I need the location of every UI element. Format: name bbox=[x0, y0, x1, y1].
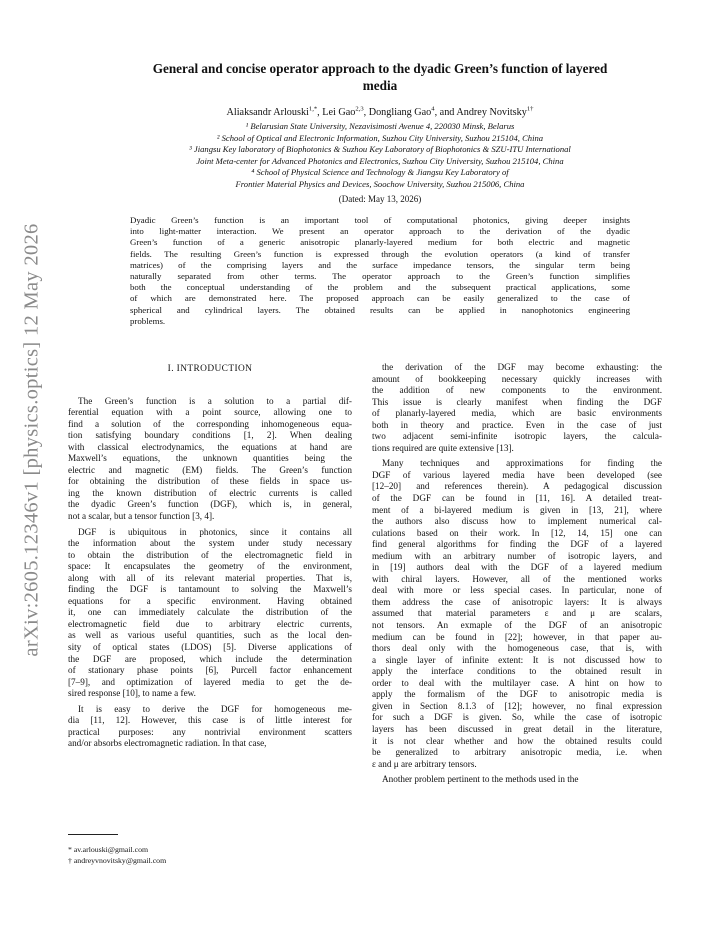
text-line: with classical electrodynamics, the equations at hand are bbox=[68, 441, 352, 452]
footnotes bbox=[68, 844, 166, 866]
text-line: tion satisfying boundary conditions [1, 2]. When dealing bbox=[68, 430, 352, 441]
text-line: deal with more or less special cases. In particular, none of bbox=[372, 585, 662, 596]
dated-line: (Dated: May 13, 2026) bbox=[338, 194, 422, 204]
text-line: The Green’s function is a solution to a partial dif- bbox=[78, 395, 352, 406]
affiliation-line: ⁴ School of Physical Science and Technology & Jiangsu Key Laboratory of bbox=[251, 167, 509, 178]
title-line: General and concise operator approach to the dyadic Green’s function of layered bbox=[152, 61, 608, 76]
text-line: find general algorithms for finding the DGF of a layered bbox=[372, 539, 662, 550]
abstract-line: matrices) of the comprising layers and the surface impedance tensors, the singular term being bbox=[130, 259, 630, 270]
text-line: for obtaining the distribution of these fields in space us- bbox=[68, 476, 352, 487]
footnote-email: † andreyvnovitsky@gmail.com bbox=[68, 856, 167, 865]
abstract-line: Green’s function of a generic anisotropic planarly-layered medium for both electric and magnetic bbox=[130, 237, 630, 248]
text-line: for such a DGF is given. So, while the case of isotropic bbox=[372, 712, 662, 723]
arxiv-identifier bbox=[12, 205, 52, 675]
text-line: find a solution of the corresponding inhomogeneous equa- bbox=[68, 418, 352, 429]
text-line: the DGF are proposed, which include the determination bbox=[68, 653, 352, 664]
text-line: practical purposes: any nontrivial environment scatters bbox=[68, 726, 352, 737]
footnote-email: * av.arlouski@gmail.com bbox=[68, 845, 149, 854]
affiliation-line: ³ Jiangsu Key laboratory of Biophotonics & Suzhou Key Laboratory of Biophotonics & SZU-ITU International bbox=[189, 144, 571, 155]
text-line: be generalized to arbitrary anisotropic media, i.e. when bbox=[372, 747, 662, 758]
text-line: tions required are quite extensive [13]. bbox=[372, 442, 514, 453]
text-line: apply the formalism of the DGF to anisotropic media is bbox=[372, 689, 662, 700]
left-column bbox=[68, 364, 352, 750]
footnote-rule bbox=[68, 834, 118, 835]
text-line: with chiral layers. However, all of the mentioned works bbox=[372, 573, 662, 584]
arxiv-identifier-text: arXiv:2605.12346v1 [physics.optics] 12 May 2026 bbox=[20, 223, 43, 657]
text-line: apply the interface conditions to the obtained result in bbox=[372, 666, 662, 677]
author-mark: 1† bbox=[526, 105, 534, 113]
text-line: space: It encapsulates the geometry of the environment, bbox=[68, 561, 352, 572]
abstract-line: problems. bbox=[130, 315, 166, 326]
text-line: to obtain the distribution of the electromagnetic field in bbox=[68, 549, 352, 560]
affiliation-line: ¹ Belarusian State University, Nezavisimosti Avenue 4, 220030 Minsk, Belarus bbox=[245, 121, 515, 131]
text-line: ing the known distribution of electric currents is called bbox=[68, 487, 352, 498]
text-line: Maxwell’s equations, the unknown quantities being the bbox=[68, 453, 352, 464]
text-line: not tensors. An exmaple of the DGF of an anisotropic bbox=[372, 620, 662, 631]
text-line: the addition of new components to the environment. bbox=[372, 385, 662, 396]
text-line: given in Section 8.1.3 of [12]; however, no final expression bbox=[372, 700, 662, 711]
text-line: Many techniques and approximations for finding the bbox=[382, 458, 662, 469]
text-line: of the DGF can be found in [11, 16]. A detailed treat- bbox=[372, 493, 662, 504]
affiliations bbox=[60, 121, 700, 191]
title-line: media bbox=[362, 78, 398, 93]
text-line: not a scalar, but a tensor function [3, 4]. bbox=[68, 511, 215, 522]
abstract-line: fields. The resulting Green’s function is expressed through the evolution operators (a kind of transfer bbox=[130, 248, 630, 259]
text-line: as well as various useful quantities, such as the local den- bbox=[68, 630, 352, 641]
text-line: electric and magnetic (EM) fields. The Green’s function bbox=[68, 464, 352, 475]
text-line: DGF of various layered media have been developed (see bbox=[372, 469, 662, 480]
author-name: Aliaksandr Arlouski bbox=[226, 107, 309, 118]
text-line: medium with an arbitrary number of isotropic layers, and bbox=[372, 550, 662, 561]
text-line: electromagnetic field due to arbitrary electric currents, bbox=[68, 618, 352, 629]
text-line: medium can be found in [22]; however, in that paper au- bbox=[372, 631, 662, 642]
text-line: the authors also discuss how to implement numerical cal- bbox=[372, 516, 662, 527]
text-line: DGF is ubiquitous in photonics, since it contains all bbox=[78, 526, 352, 537]
text-line: sired response [10], to name a few. bbox=[68, 688, 196, 699]
author-name: Lei Gao bbox=[322, 107, 356, 118]
text-line: It is easy to derive the DGF for homogeneous me- bbox=[78, 703, 352, 714]
text-line: layers has been discussed in great detail in the literature, bbox=[372, 723, 662, 734]
text-line: order to deal with the multilayer case. A hint on how to bbox=[372, 677, 662, 688]
text-line: two adjacent semi-infinite isotropic layers, the calcula- bbox=[372, 431, 662, 442]
author-name: Andrey Novitsky bbox=[456, 107, 527, 118]
text-line: equations for a specific environment. Having obtained bbox=[68, 595, 352, 606]
affiliation-line: Joint Meta-center for Advanced Photonics and Electronics, Suzhou City University, Suzhou 215104, China bbox=[196, 155, 564, 166]
text-line: sity of optical states (LDOS) [5]. Diverse applications of bbox=[68, 642, 352, 653]
text-line: of planarly-layered media, which are basic environments bbox=[372, 408, 662, 419]
abstract-line: Dyadic Green’s function is an important tool of computational photonics, giving deeper insights bbox=[130, 215, 630, 225]
text-line: ment of a bi-layered medium is given in [13, 21], where bbox=[372, 504, 662, 515]
text-line: the derivation of the DGF may become exhausting: the bbox=[382, 362, 662, 372]
abstract-line: naturally separated from other terms. The operator approach to the Green’s function simplifies bbox=[130, 270, 630, 281]
author-list: Aliaksandr Arlouski$^{1,*}$, Lei Gao$^{2,3}$, Dongliang Gao$^4$, and Andrey Novitsky$^{1\dagger}$ bbox=[226, 105, 534, 118]
text-line: thors deal only with the homogeneous case, that is, with bbox=[372, 643, 662, 654]
affiliation-line: Frontier Material Physics and Devices, Soochow University, Suzhou 215006, China bbox=[235, 178, 525, 189]
text-line: it is not clear whether and how the obtained results could bbox=[372, 735, 662, 746]
section-heading: I. INTRODUCTION bbox=[167, 364, 253, 374]
abstract-line: into light-matter interaction. We present an operator approach to the derivation of the dyadic bbox=[130, 226, 630, 237]
text-line: assumed that material parameters ε and μ are scalars, bbox=[372, 608, 662, 619]
text-line: in [19] authors deal with the DGF of a layered medium bbox=[372, 562, 662, 573]
abstract-line: both the conceptual understanding of the problem and the subsequent practical applications, some bbox=[130, 282, 630, 293]
affiliation-line: ² School of Optical and Electronic Information, Suzhou City University, Suzhou 215104, China bbox=[216, 132, 544, 143]
text-line: Another problem pertinent to the methods used in the bbox=[382, 774, 579, 785]
abstract-line: spherical and cylindrical layers. The obtained results can be applied in nanophotonics engineering bbox=[130, 304, 630, 315]
text-line: both in theory and practice. Even in the case of just bbox=[372, 419, 662, 430]
text-line: ferential equation with a point source, allowing one to bbox=[68, 407, 352, 418]
text-line: of stationary phase points [6], Purcell factor enhancement bbox=[68, 665, 352, 676]
text-line: [7–9], and optimization of layered media to get the de- bbox=[68, 676, 352, 687]
abstract bbox=[130, 215, 630, 327]
text-line: them address the case of anisotropic layers: It is always bbox=[372, 596, 662, 607]
author-mark: 1,* bbox=[308, 105, 318, 113]
abstract-line: of which are demonstrated here. The proposed approach can be easily generalized to the case of bbox=[130, 293, 630, 304]
text-line: culations based on their work. In [12, 14, 15] one can bbox=[372, 527, 662, 538]
author-name: Dongliang Gao bbox=[368, 107, 432, 118]
text-line: and/or absorbs electromagnetic radiation. In that case, bbox=[68, 738, 267, 749]
text-line: dia [11, 12]. However, this case is of little interest for bbox=[68, 715, 352, 726]
author-mark: 2,3 bbox=[355, 105, 364, 113]
text-line: the dyadic Green’s function (DGF), which is, in general, bbox=[68, 499, 352, 510]
text-line: the information about the system under study necessary bbox=[68, 538, 352, 549]
text-line: amount of bookkeeping necessary quickly increases with bbox=[372, 373, 662, 384]
author-mark: 4 bbox=[431, 105, 435, 113]
text-line: ε and μ are arbitrary tensors. bbox=[372, 758, 477, 769]
text-line: This issue is clearly manifest when finding the DGF bbox=[372, 396, 662, 407]
text-line: it, one can immediately calculate the distribution of the bbox=[68, 607, 352, 618]
right-column bbox=[372, 362, 662, 786]
text-line: [12–20] and references therein). A pedagogical discussion bbox=[372, 481, 662, 492]
text-line: along with all of its relevant material properties. That is, bbox=[68, 572, 352, 583]
text-line: a single layer of infinite extent: It is not discussed how to bbox=[372, 654, 662, 665]
text-line: finding the DGF is tantamount to solving the Maxwell’s bbox=[68, 584, 352, 595]
paper-title bbox=[100, 60, 660, 94]
